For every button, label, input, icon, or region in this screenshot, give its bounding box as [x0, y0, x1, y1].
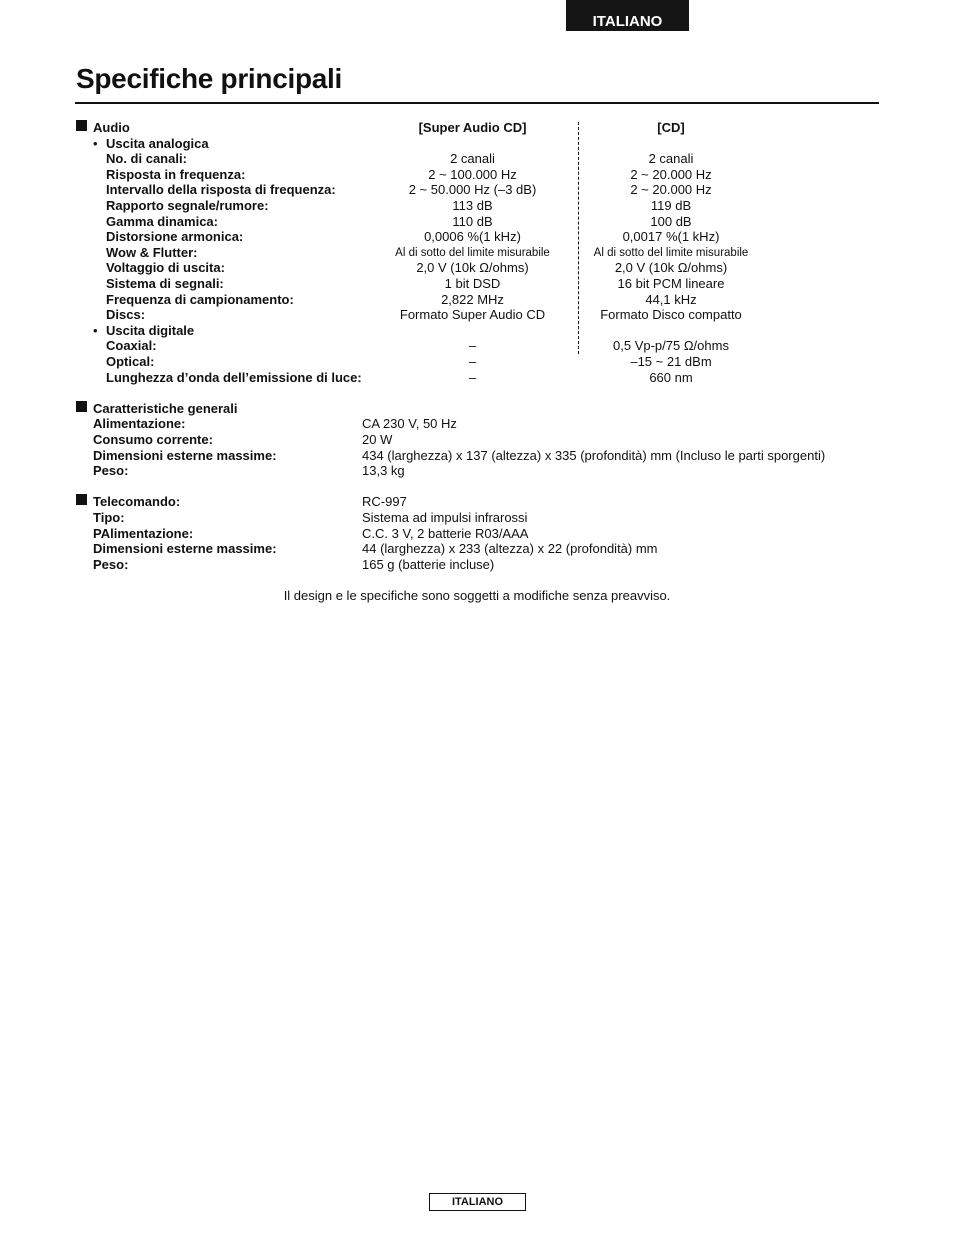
cd-value: 16 bit PCM lineare [617, 276, 725, 291]
footer-language-tab: ITALIANO [429, 1193, 526, 1211]
remote-heading-row [0, 494, 954, 510]
sacd-value: Formato Super Audio CD [399, 307, 546, 323]
sacd-value: 110 dB [452, 213, 493, 229]
spec-label: Voltaggio di uscita: [106, 260, 225, 276]
spec-row [0, 370, 954, 386]
spec-row [0, 167, 954, 183]
spec-row [0, 510, 954, 526]
spec-row [0, 198, 954, 214]
dot-bullet-icon: • [93, 322, 98, 338]
sacd-value: 2,0 V (10k Ω/ohms) [416, 260, 529, 276]
general-heading-row [0, 401, 954, 417]
cd-value: 2 ~ 20.000 Hz [630, 182, 712, 198]
dot-bullet-icon: • [93, 135, 98, 151]
spec-row [0, 276, 954, 292]
spec-value: 165 g (batterie incluse) [362, 556, 495, 572]
spec-row [0, 448, 954, 464]
spec-label: Alimentazione: [93, 416, 186, 432]
spec-label: Telecomando: [93, 494, 181, 510]
spec-label: Peso: [93, 556, 129, 572]
spec-label: Peso: [93, 463, 129, 479]
spec-label: Dimensioni esterne massime: [93, 447, 277, 463]
sacd-value: – [468, 354, 477, 369]
cd-value: 2,0 V (10k Ω/ohms) [614, 260, 728, 276]
spec-row [0, 229, 954, 245]
spec-row [0, 151, 954, 167]
sacd-value: Al di sotto del limite misurabile [395, 246, 550, 259]
cd-value: 660 nm [649, 369, 693, 385]
square-bullet-icon [76, 401, 87, 412]
digital-heading-row [0, 323, 954, 339]
spec-row [0, 463, 954, 479]
spec-label: Uscita analogica [106, 135, 209, 151]
cd-value: 2 ~ 20.000 Hz [630, 166, 712, 182]
cd-value: –15 ~ 21 dBm [630, 354, 712, 369]
spec-row [0, 260, 954, 276]
spec-label: Sistema di segnali: [106, 276, 224, 291]
analog-heading-row [0, 136, 954, 152]
square-bullet-icon [76, 494, 87, 505]
spec-row [0, 416, 954, 432]
spec-value: 13,3 kg [362, 463, 405, 479]
sacd-value: – [468, 369, 477, 385]
sacd-value: 2 ~ 100.000 Hz [428, 166, 517, 182]
cd-value: 0,0017 %(1 kHz) [622, 229, 720, 245]
spec-label: Gamma dinamica: [106, 213, 218, 229]
spec-label: Consumo corrente: [93, 432, 213, 447]
sacd-value: – [468, 338, 477, 354]
spec-value: Sistema ad impulsi infrarossi [362, 510, 528, 525]
spec-row [0, 214, 954, 230]
spec-label: Audio [93, 120, 130, 135]
spec-row [0, 526, 954, 542]
sacd-value: 2 canali [450, 151, 495, 167]
spec-row [0, 354, 954, 370]
spec-label: Optical: [106, 354, 155, 369]
spec-label: Lunghezza d’onda dell’emissione di luce: [106, 369, 362, 385]
sacd-value: 1 bit DSD [444, 276, 501, 291]
spec-label: Frequenza di campionamento: [106, 291, 294, 307]
spec-row [0, 432, 954, 448]
audio-heading-row [0, 120, 954, 136]
column-header-cd: [CD] [657, 120, 685, 135]
spec-row [0, 307, 954, 323]
footnote: Il design e le specifiche sono soggetti a modifiche senza preavviso. [283, 588, 671, 603]
spec-value: 434 (larghezza) x 137 (altezza) x 335 (profondità) mm (Incluso le parti sporgenti) [362, 447, 826, 463]
spec-label: Dimensioni esterne massime: [93, 541, 277, 557]
spec-row [0, 292, 954, 308]
spec-label: Wow & Flutter: [106, 244, 198, 260]
sacd-value: 2,822 MHz [441, 291, 504, 307]
spec-row [0, 557, 954, 573]
spec-row [0, 541, 954, 557]
spec-label: Intervallo della risposta di frequenza: [106, 182, 336, 198]
spec-value: 20 W [362, 432, 393, 447]
spec-label: Distorsione armonica: [106, 229, 244, 245]
spec-label: Risposta in frequenza: [106, 166, 246, 182]
spec-label: Discs: [106, 307, 146, 323]
cd-value: Al di sotto del limite misurabile [593, 246, 749, 259]
cd-value: 44,1 kHz [645, 291, 697, 307]
spec-label: PAlimentazione: [93, 525, 194, 541]
cd-value: 2 canali [648, 151, 694, 167]
spec-label: Coaxial: [106, 338, 157, 354]
square-bullet-icon [76, 120, 87, 131]
spec-value: C.C. 3 V, 2 batterie R03/AAA [362, 525, 529, 541]
sacd-value: 0,0006 %(1 kHz) [424, 229, 521, 245]
spec-row [0, 245, 954, 261]
page-title: Specifiche principali [76, 63, 343, 94]
spec-label: Tipo: [93, 510, 125, 525]
spec-row [0, 338, 954, 354]
title-rule [75, 102, 879, 104]
language-tab: ITALIANO [566, 0, 689, 31]
cd-value: 119 dB [650, 198, 692, 213]
spec-label: Uscita digitale [106, 322, 195, 338]
sacd-value: 2 ~ 50.000 Hz (–3 dB) [408, 182, 537, 198]
sacd-value: 113 dB [452, 198, 493, 213]
column-header-sacd: [Super Audio CD] [418, 120, 527, 135]
spec-value: CA 230 V, 50 Hz [362, 416, 457, 432]
spec-label: No. di canali: [106, 151, 187, 167]
cd-value: 100 dB [650, 213, 692, 229]
spec-value: RC-997 [362, 494, 407, 510]
spec-label: Caratteristiche generali [93, 400, 238, 416]
spec-label: Rapporto segnale/rumore: [106, 198, 269, 213]
cd-value: Formato Disco compatto [600, 307, 742, 323]
cd-value: 0,5 Vp-p/75 Ω/ohms [613, 338, 729, 354]
spec-value: 44 (larghezza) x 233 (altezza) x 22 (profondità) mm [362, 541, 658, 557]
spec-row [0, 182, 954, 198]
